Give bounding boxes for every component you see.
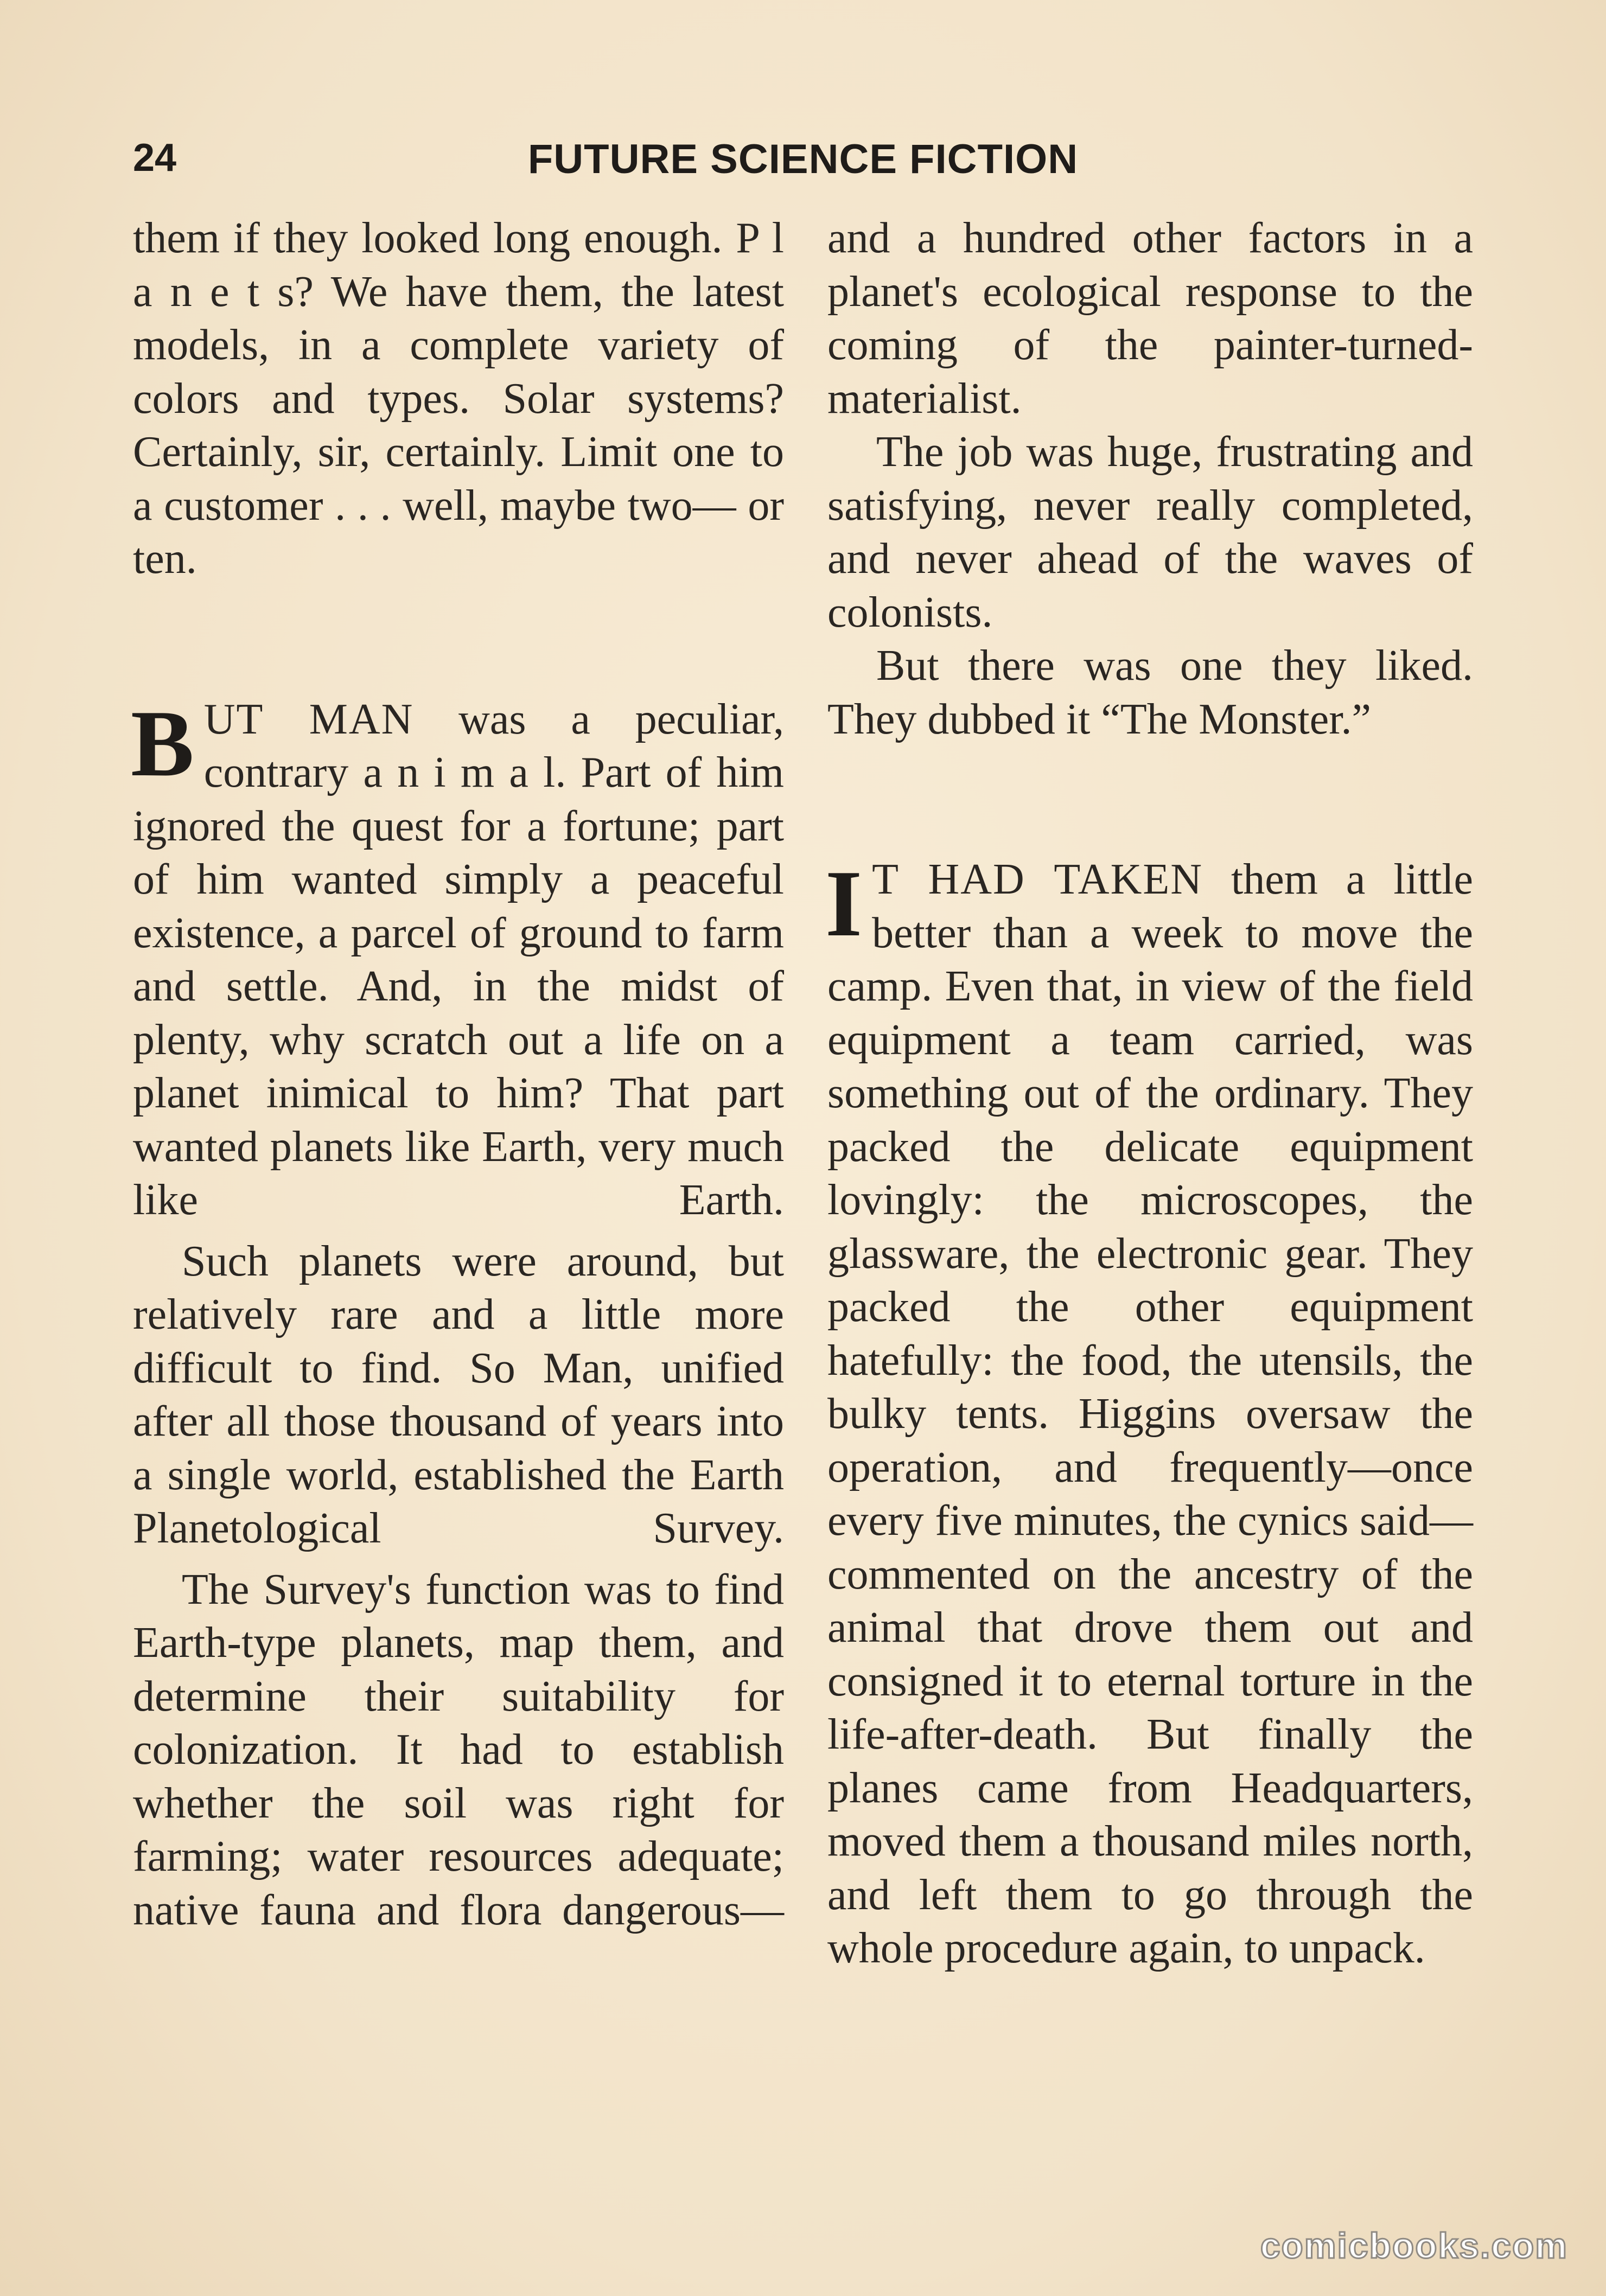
running-title: FUTURE SCIENCE FICTION: [527, 136, 1079, 182]
page-header: [133, 136, 1473, 195]
drop-cap: B: [131, 690, 194, 796]
left-column: [133, 212, 784, 1937]
paragraph-8: [827, 853, 1473, 1975]
paragraph-1: them if they looked long enough. P l a n e t s? We have them, the latest models, in a complete variety of colors and types. Solar systems? Certainly, sir, certainly. Limit one to a customer . . . well, maybe two— or ten.: [133, 214, 784, 583]
lead-in: UT MAN: [203, 695, 414, 743]
right-column: [827, 212, 1473, 1975]
paragraph-8-text: them a little better than a week to move the camp. Even that, in view of the field equipment a team carried, was something out of the ordinary. They packed the delicate equipment lovingly: the microscopes, the glassware, the electronic gear. They packed the other equipment hatefully: the food, the utensils, the bulky tents. Higgins oversaw the operation, and frequently—once every five minutes, the cynics said—commented on the ancestry of the animal that drove them out and consigned it to eternal torture in the life-after-death. But finally the planes came from Headquarters, moved them a thousand miles north, and left them to go through the whole procedure again, to unpack.: [827, 856, 1474, 1972]
paragraph-2-text: was a peculiar, contrary a n i m a l. Part of him ignored the quest for a fortune; part of him wanted simply a peaceful existence, a parcel of ground to farm and settle. And, in the midst of plenty, why scratch out a life on a planet inimical to him? That part wanted planets like Earth, very much like Earth.: [133, 695, 784, 1224]
lead-in: T HAD TAKEN: [872, 856, 1203, 903]
paragraph-7: But there was one they liked. They dubbed it “The Monster.”: [827, 642, 1473, 743]
paragraph-3: Such planets were around, but relatively rare and a little more difficult to find. So Man, unified after all those thousand of years into a single world, established the Earth Planetological Survey.: [133, 1237, 784, 1552]
paragraph-4: The Survey's function was to find Earth-type planets, map them, and determine their suitability for colonization. It had to establish whether the soil was right for farming; water resources adequate; native fauna and flora dangerous—: [133, 1565, 784, 1934]
watermark-logo: comicbooks.com: [1260, 2225, 1568, 2266]
paragraph-2: [131, 690, 784, 1227]
paragraph-5: and a hundred other factors in a planet's ecological response to the coming of the painter-turned-materialist.: [827, 214, 1473, 423]
paragraph-6: The job was huge, frustrating and satisfying, never really completed, and never ahead of the waves of colonists.: [827, 428, 1473, 636]
page-number: 24: [133, 136, 177, 180]
drop-cap: I: [825, 851, 863, 956]
